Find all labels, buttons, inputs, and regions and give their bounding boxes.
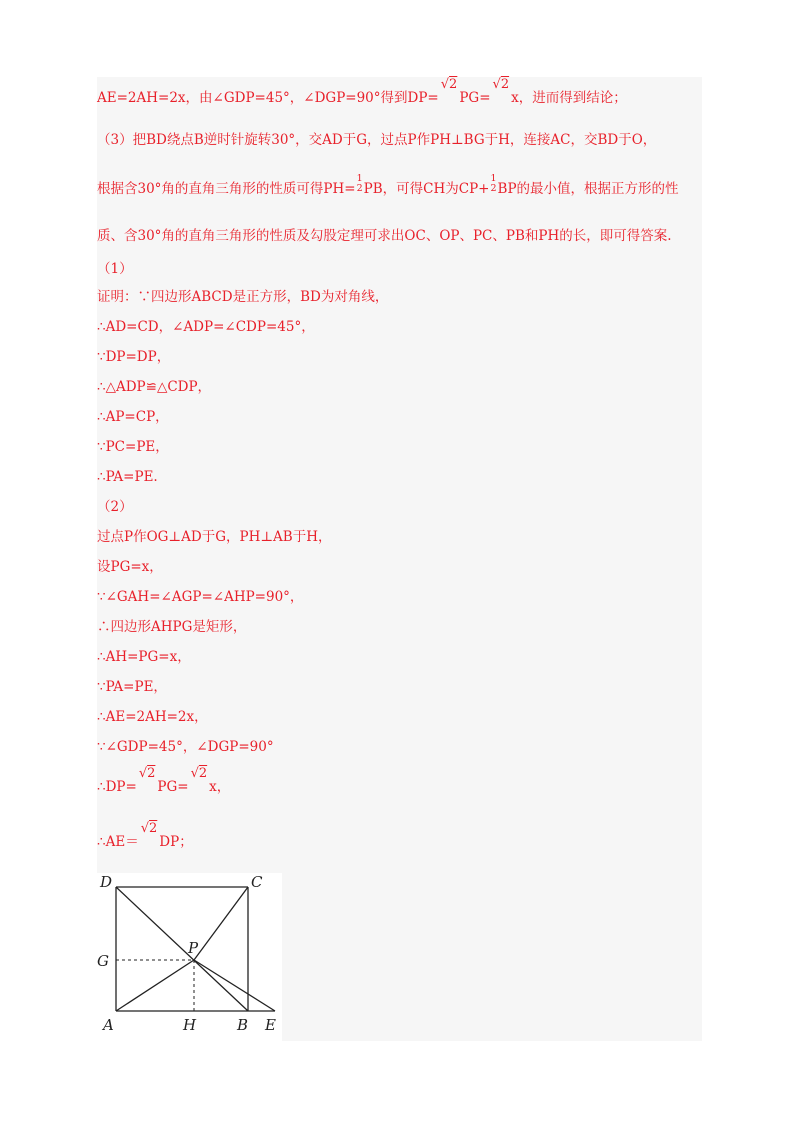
sqrt-expression: √2	[190, 766, 208, 781]
text-segment: PB，可得CH为CP+	[363, 181, 490, 197]
label-d: D	[100, 873, 113, 891]
proof-line: ∴△ADP≌△CDP，	[97, 379, 212, 395]
fraction-numerator: 1	[490, 172, 497, 184]
radicand: 2	[500, 77, 510, 92]
geometry-figure	[97, 873, 282, 1041]
proof-line: ∵∠GAH=∠AGP=∠AHP=90°，	[97, 589, 304, 605]
radicand: 2	[198, 766, 208, 781]
text-segment: PG=	[157, 779, 189, 795]
proof-line: ∵PA=PE，	[97, 679, 167, 695]
proof-line: ∵DP=DP，	[97, 349, 171, 365]
proof-line-dp	[97, 766, 231, 798]
text-segment: DP；	[159, 834, 193, 850]
fraction-denominator: 2	[356, 182, 363, 194]
label-e: E	[265, 1016, 276, 1034]
sqrt-expression: √2	[440, 77, 458, 92]
part-2-label: （2）	[97, 499, 133, 515]
part-1-label: （1）	[97, 261, 133, 277]
text-line-3	[97, 172, 679, 200]
text-line-4: 质、含30°角的直角三角形的性质及勾股定理可求出OC、OP、PC、PB和PH的长，即可得答案.	[97, 228, 672, 244]
radicand: 2	[449, 77, 458, 92]
proof-line: ∴四边形AHPG是矩形，	[97, 619, 247, 635]
sqrt-expression: √2	[140, 821, 158, 836]
sqrt-expression: √2	[492, 77, 510, 92]
fraction-denominator: 2	[490, 182, 497, 194]
text-segment: BP的最小值，根据正方形的性	[497, 181, 679, 197]
proof-line: 证明：∵四边形ABCD是正方形，BD为对角线，	[97, 289, 389, 305]
fraction-numerator: 1	[356, 172, 363, 184]
fraction	[357, 174, 363, 194]
text-segment: ∴DP=	[97, 779, 137, 795]
text-line-1	[97, 77, 627, 109]
proof-line: ∴PA=PE.	[97, 469, 158, 485]
text-segment: x，进而得到结论；	[511, 90, 627, 106]
proof-line: ∵PC=PE，	[97, 439, 169, 455]
radicand: 2	[149, 821, 158, 836]
document-panel	[97, 77, 702, 1041]
proof-line: ∴AH=PG=x，	[97, 649, 191, 665]
proof-line: ∴AD=CD，∠ADP=∠CDP=45°，	[97, 319, 315, 335]
text-segment: PG=	[459, 90, 491, 106]
proof-line: 过点P作OG⊥AD于G，PH⊥AB于H，	[97, 529, 332, 545]
radicand: 2	[147, 766, 156, 781]
text-segment: AE=2AH=2x，由∠GDP=45°，∠DGP=90°得到DP=	[97, 90, 439, 106]
proof-line: ∵∠GDP=45°，∠DGP=90°	[97, 739, 274, 755]
text-segment: ∴AE＝	[97, 834, 139, 850]
text-segment: x，	[209, 779, 231, 795]
proof-line: ∴AP=CP，	[97, 409, 169, 425]
label-a: A	[103, 1016, 114, 1034]
label-c: C	[251, 873, 263, 891]
text-segment: 根据含30°角的直角三角形的性质可得PH=	[97, 181, 356, 197]
label-h: H	[183, 1016, 197, 1034]
label-p: P	[188, 939, 199, 957]
proof-line-ae	[97, 821, 193, 853]
label-g: G	[97, 952, 109, 970]
label-b: B	[237, 1016, 249, 1034]
text-line-2: （3）把BD绕点B逆时针旋转30°，交AD于G，过点P作PH⊥BG于H，连接AC，交BD于O，	[97, 132, 657, 148]
proof-line: ∴AE=2AH=2x，	[97, 709, 208, 725]
fraction	[491, 174, 497, 194]
sqrt-expression: √2	[138, 766, 156, 781]
proof-line: 设PG=x，	[97, 559, 163, 575]
